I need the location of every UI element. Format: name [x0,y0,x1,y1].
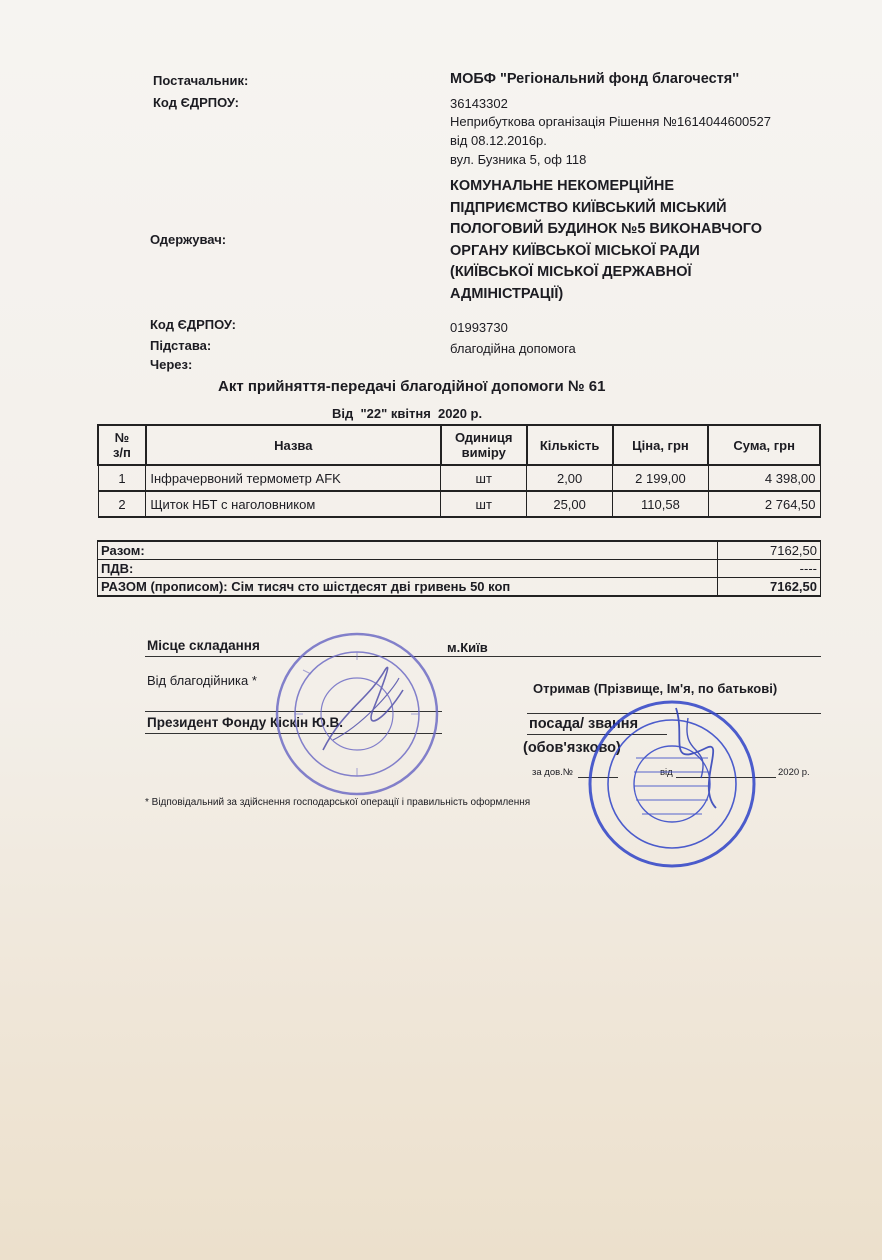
recipient-name-line: ПОЛОГОВИЙ БУДИНОК №5 ВИКОНАВЧОГО [450,221,763,237]
supplier-note-2: від 08.12.2016р. [450,133,547,148]
recipient-name-line: АДМІНІСТРАЦІЇ) [450,285,564,302]
recipient-name-line: ОРГАНУ КИЇВСЬКОЇ МІСЬКОЇ РАДИ [450,242,700,259]
recipient-edrpou: 01993730 [450,320,508,335]
recipient-edrpou-label: Код ЄДРПОУ: [150,317,236,332]
act-title: Акт прийняття-передачі благодійної допомоги № 61 [218,378,606,395]
president-name: Президент Фонду Кіскін Ю.В. [147,715,344,730]
total-row [98,541,821,560]
contract-from: від [660,767,673,778]
footnote: * Відповідальний за здійснення господарської операції і правильність оформлення [145,797,531,808]
vat-label: ПДВ: [98,560,718,578]
supplier-edrpou-label: Код ЄДРПОУ: [153,95,239,110]
words-row [98,578,821,597]
place-line [145,656,821,657]
recipient-name [450,176,762,305]
position-label: посада/ звання [529,716,639,732]
recipient-name-line: КОМУНАЛЬНЕ НЕКОМЕРЦІЙНЕ [450,178,674,194]
row-price: 2 199,00 [613,465,709,491]
row-sum: 4 398,00 [708,465,820,491]
total-value: 7162,50 [718,541,821,560]
header-qty: Кількість [527,425,613,465]
row-qty: 25,00 [527,491,613,517]
contract-prefix: за дов.№ [532,767,573,778]
contract-year: 2020 р. [778,767,810,778]
hospital-stamp-seal [586,698,758,870]
row-unit: шт [441,465,527,491]
supplier-note-1: Неприбуткова організація Рішення №1614044600527 [450,114,771,129]
row-qty: 2,00 [527,465,613,491]
recipient-name-line: ПІДПРИЄМСТВО КИЇВСЬКИЙ МІСЬКИЙ [450,199,727,216]
row-price: 110,58 [613,491,709,517]
supplier-label: Постачальник: [153,73,249,88]
supplier-edrpou: 36143302 [450,96,508,111]
basis-label: Підстава: [150,338,212,353]
table-row [98,465,820,491]
row-num: 2 [98,491,146,517]
total-label: Разом: [98,541,718,560]
row-unit: шт [441,491,527,517]
mandatory-label: (обов'язково) [523,740,621,756]
total-words: РАЗОМ (прописом): Сім тисяч сто шістдесят дві гривень 50 коп [98,578,718,597]
vat-row [98,560,821,578]
header-price: Ціна, грн [613,425,709,465]
row-name: Щиток НБТ с наголовником [146,491,441,517]
via-label: Через: [150,357,193,372]
header-unit: Одиниця виміру [441,425,527,465]
act-date: Від "22" квітня 2020 р. [332,406,483,421]
place-value: м.Київ [447,640,488,655]
row-num: 1 [98,465,146,491]
header-name: Назва [146,425,441,465]
supplier-address: вул. Бузника 5, оф 118 [450,152,587,167]
received-label: Отримав (Прізвище, Ім'я, по батькові) [533,681,778,696]
items-table [97,424,821,518]
supplier-name: МОБФ "Регіональний фонд благочестя'' [450,71,740,87]
donor-label: Від благодійника * [147,673,257,688]
row-name: Інфрачервоний термометр AFK [146,465,441,491]
row-sum: 2 764,50 [708,491,820,517]
basis-value: благодійна допомога [450,341,576,356]
header-num: № з/п [98,425,146,465]
total-words-value: 7162,50 [718,578,821,597]
recipient-label: Одержувач: [150,232,227,247]
fund-stamp-seal [273,630,441,798]
recipient-name-line: (КИЇВСЬКОЇ МІСЬКОЇ ДЕРЖАВНОЇ [450,264,692,280]
header-sum: Сума, грн [708,425,820,465]
vat-value: ---- [718,560,821,578]
totals-table [97,540,821,597]
place-label: Місце складання [147,638,260,653]
table-row [98,491,820,517]
